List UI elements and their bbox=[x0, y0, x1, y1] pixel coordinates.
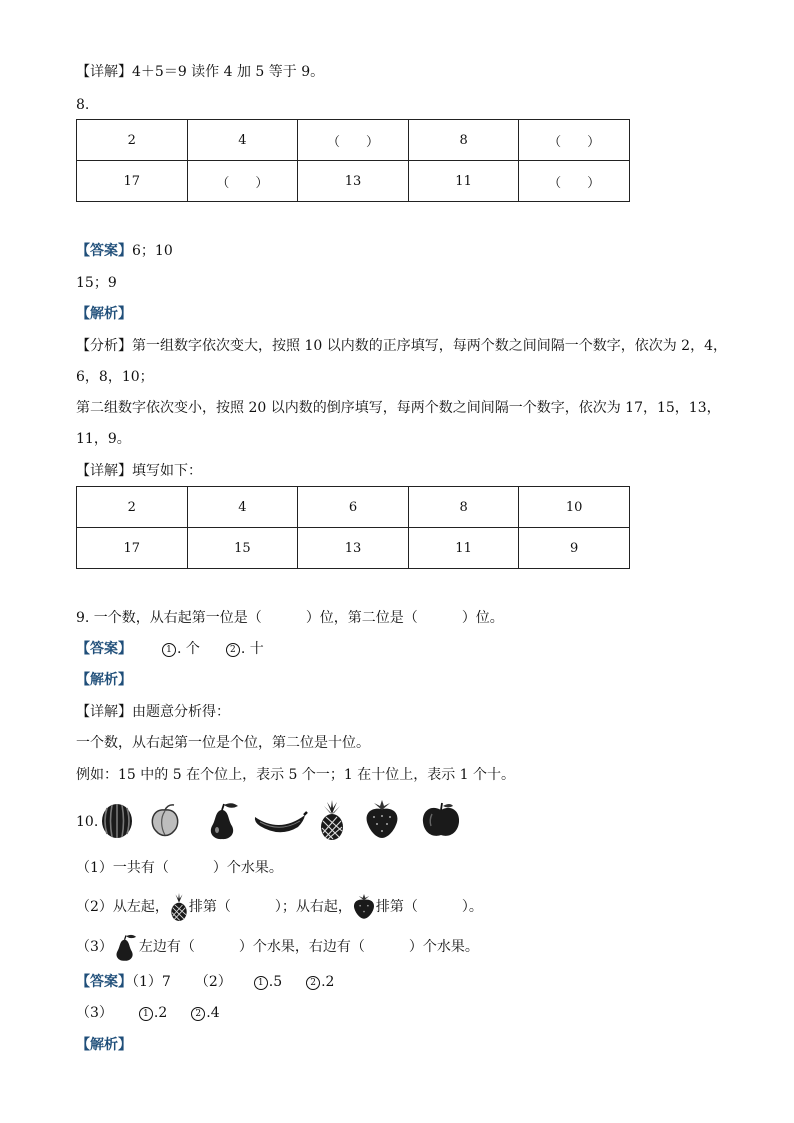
q10-part3-text: （3） bbox=[76, 939, 113, 955]
table-cell: 8 bbox=[408, 120, 519, 161]
watermelon-icon bbox=[100, 800, 134, 840]
strawberry-icon bbox=[352, 894, 376, 920]
table-cell: （ ） bbox=[519, 161, 630, 202]
table-cell: 10 bbox=[519, 487, 630, 528]
table-cell: （ ） bbox=[298, 120, 409, 161]
q8-detail-text: 填写如下： bbox=[132, 463, 202, 479]
q8-answer-line bbox=[76, 241, 173, 261]
fenxi-tag: 【分析】 bbox=[76, 338, 132, 354]
q9-answer-1: . 个 bbox=[177, 641, 200, 657]
q10-part2-text: ）；从右起， bbox=[274, 899, 352, 915]
detail-tag: 【详解】 bbox=[76, 704, 132, 720]
q9-answer-line bbox=[76, 639, 264, 659]
table-cell: 11 bbox=[408, 161, 519, 202]
q10-part1-text: ）个水果。 bbox=[212, 860, 283, 876]
analysis-heading: 【解析】 bbox=[76, 306, 132, 322]
circled-number-2: 2 bbox=[226, 643, 240, 657]
analysis-heading: 【解析】 bbox=[76, 672, 132, 688]
pear-icon bbox=[206, 800, 242, 840]
q10-part2-text: 排第（ bbox=[188, 899, 231, 915]
q10-answer-2-1: .5 bbox=[268, 974, 283, 990]
q8-question-table bbox=[76, 119, 630, 202]
q10-part1-text: （1）一共有（ bbox=[76, 860, 169, 876]
banana-icon bbox=[252, 800, 308, 840]
table-cell: 8 bbox=[408, 487, 519, 528]
q10-part3-text: 左边有（ bbox=[138, 939, 195, 955]
q9-question bbox=[76, 608, 504, 628]
q9-question-part: ）位，第二位是（ bbox=[305, 610, 418, 626]
table-row bbox=[77, 487, 630, 528]
q8-fenxi-line-3: 第二组数字依次变小，按照 20 以内数的倒序填写，每两个数之间间隔一个数字，依次为 17，15，13， bbox=[76, 400, 721, 416]
q8-answer-table bbox=[76, 486, 630, 569]
table-cell: 9 bbox=[519, 528, 630, 569]
q10-part2-text: （2）从左起， bbox=[76, 899, 169, 915]
q9-answer-2: . 十 bbox=[240, 641, 264, 657]
q10-part3-text: ）个水果。 bbox=[408, 939, 479, 955]
table-cell: 15 bbox=[187, 528, 298, 569]
q10-part3 bbox=[76, 932, 479, 962]
q10-answer-3-2: .4 bbox=[206, 1005, 220, 1021]
q10-answer-line-2 bbox=[76, 1003, 220, 1023]
table-cell: 11 bbox=[408, 528, 519, 569]
q10-answer-2-2: .2 bbox=[321, 974, 335, 990]
q10-part3-text: ）个水果，右边有（ bbox=[238, 939, 365, 955]
answer-tag: 【答案】 bbox=[76, 974, 132, 990]
q8-fenxi-line-1 bbox=[76, 336, 727, 356]
q10-part2 bbox=[76, 893, 483, 921]
table-cell: 17 bbox=[77, 161, 188, 202]
peach-icon bbox=[148, 800, 182, 840]
q10-answer-1: （1）7 bbox=[132, 974, 171, 990]
q10-answer-2-label: （2） bbox=[194, 974, 232, 990]
strawberry-icon bbox=[364, 800, 400, 840]
table-cell: 4 bbox=[187, 487, 298, 528]
q10-answer-3-1: .2 bbox=[153, 1005, 168, 1021]
q8-fenxi-line-2: 6，8，10； bbox=[76, 369, 154, 385]
pear-icon bbox=[113, 932, 139, 962]
detail-tag: 【详解】 bbox=[76, 463, 132, 479]
q9-explain-2: 例如：15 中的 5 在个位上，表示 5 个一；1 在十位上，表示 1 个十。 bbox=[76, 767, 516, 783]
pineapple-icon bbox=[169, 893, 189, 921]
q9-detail-text: 由题意分析得： bbox=[132, 704, 230, 720]
answer-tag: 【答案】 bbox=[76, 641, 132, 657]
table-cell: （ ） bbox=[187, 161, 298, 202]
q9-detail-line bbox=[76, 702, 230, 722]
q9-question-part: ）位。 bbox=[461, 610, 504, 626]
table-cell: 13 bbox=[298, 161, 409, 202]
q10-part2-text: ）。 bbox=[461, 899, 483, 915]
q8-fenxi-text-1: 第一组数字依次变大，按照 10 以内数的正序填写，每两个数之间间隔一个数字，依次为 2，4， bbox=[132, 338, 727, 354]
q10-part1 bbox=[76, 858, 283, 878]
pineapple-icon bbox=[318, 800, 346, 840]
table-cell: （ ） bbox=[519, 120, 630, 161]
q8-detail-line bbox=[76, 461, 202, 481]
q8-number: 8. bbox=[76, 97, 90, 113]
table-row bbox=[77, 528, 630, 569]
table-cell: 6 bbox=[298, 487, 409, 528]
q8-answer-text-1: 6；10 bbox=[132, 243, 173, 259]
q7-detail-line bbox=[76, 62, 324, 82]
q7-detail-text: 4＋5＝9 读作 4 加 5 等于 9。 bbox=[132, 64, 325, 80]
q8-answer-text-2: 15；9 bbox=[76, 275, 117, 291]
table-cell: 4 bbox=[187, 120, 298, 161]
q10-part2-text: 排第（ bbox=[375, 899, 418, 915]
table-cell: 2 bbox=[77, 487, 188, 528]
apple-icon bbox=[420, 800, 462, 840]
table-cell: 17 bbox=[77, 528, 188, 569]
circled-number-1: 1 bbox=[254, 976, 268, 990]
circled-number-1: 1 bbox=[162, 643, 176, 657]
q8-fenxi-line-4: 11，9。 bbox=[76, 431, 131, 447]
circled-number-1: 1 bbox=[139, 1007, 153, 1021]
q10-answer-3-label: （3） bbox=[76, 1005, 113, 1021]
table-row bbox=[77, 120, 630, 161]
q9-explain-1: 一个数，从右起第一位是个位，第二位是十位。 bbox=[76, 735, 370, 751]
detail-tag: 【详解】 bbox=[76, 64, 132, 80]
analysis-heading: 【解析】 bbox=[76, 1037, 132, 1053]
circled-number-2: 2 bbox=[191, 1007, 205, 1021]
circled-number-2: 2 bbox=[306, 976, 320, 990]
q9-question-part: 9. 一个数，从右起第一位是（ bbox=[76, 610, 262, 626]
q10-answer-line-1 bbox=[76, 972, 334, 992]
table-row bbox=[77, 161, 630, 202]
table-cell: 13 bbox=[298, 528, 409, 569]
answer-tag: 【答案】 bbox=[76, 243, 132, 259]
table-cell: 2 bbox=[77, 120, 188, 161]
q10-number: 10. bbox=[76, 814, 99, 830]
